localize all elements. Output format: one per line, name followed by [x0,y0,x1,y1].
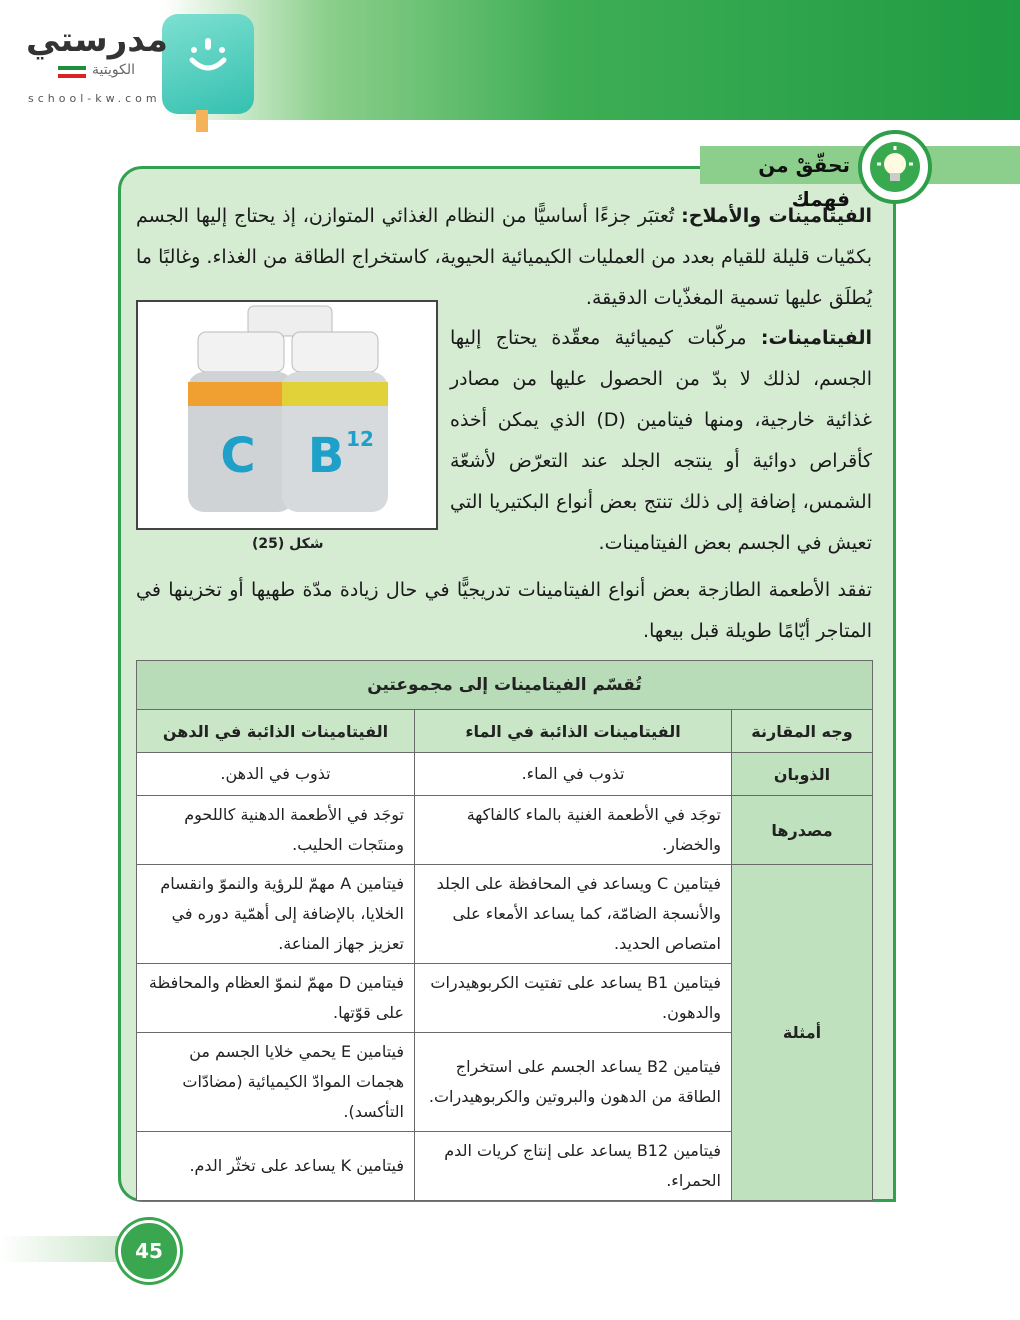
cell-example-fat-1: فيتامين A مهمّ للرؤية والنموّ وانقسام الخلايا، بالإضافة إلى أهمّية دوره في تعزيز جهاز المناعة. [137,865,415,964]
table-title: تُقسّم الفيتامينات إلى مجموعتين [137,661,873,710]
cell-example-water-1: فيتامين C ويساعد في المحافظة على الجلد والأنسجة الضامّة، كما يساعد الأمعاء على امتصاص الحديد. [415,865,732,964]
bulb-icon [870,142,920,192]
paragraph-vitamins [450,318,872,564]
cell-example-fat-3: فيتامين E يحمي خلايا الجسم من هجمات الموادّ الكيميائية (مضادّات التأكسد). [137,1033,415,1132]
smile-icon [186,36,230,76]
text-vitamins: مركّبات كيميائية معقّدة يحتاج إليها الجسم، لذلك لا بدّ من الحصول عليها من مصادر غذائية خارجية، ومنها فيتامين (D) الذي يمكن أخذه كأقراص دوائية أو ينتجه الجلد عند التعرّض لأشعّة الشمس، إضافة إلى ذلك تنتج بعض أنواع البكتيريا التي تعيش في الجسم بعض الفيتامينات. [450,327,872,554]
row-label-sources: مصدرها [732,796,873,865]
cell-sources-fat: توجَد في الأطعمة الدهنية كاللحوم ومنتَجات الحليب. [137,796,415,865]
bottles-image [138,302,436,528]
term-vitamins: الفيتامينات: [760,327,872,349]
logo-country: الكويتية [92,62,135,78]
text-vitamins-minerals: تُعتبَر جزءًا أساسيًّا من النظام الغذائي المتوازن، إذ يحتاج إليها الجسم بكمّيات قليلة للقيام بعدد من العمليات الكيميائية الحيوية، كاستخراج الطاقة من الغذاء. وغالبًا ما يُطلَق عليها تسمية المغذّيات الدقيقة. [136,205,872,309]
cell-example-water-4: فيتامين B12 يساعد على إنتاج كريات الدم الحمراء. [415,1132,732,1201]
term-vitamins-minerals: الفيتامينات والأملاح: [681,205,873,227]
header-fat-soluble: الفيتامينات الذائبة في الدهن [137,710,415,753]
cell-dissolve-water: تذوب في الماء. [415,753,732,796]
bottle-b12-label: B [307,428,345,484]
cell-dissolve-fat: تذوب في الدهن. [137,753,415,796]
cell-sources-water: توجَد في الأطعمة الغنية بالماء كالفاكهة والخضار. [415,796,732,865]
figure-vitamin-bottles [136,300,438,530]
row-label-dissolve: الذوبان [732,753,873,796]
paragraph-fresh-food [136,570,872,652]
logo-pencil [196,110,208,132]
text-fresh-food: تفقد الأطعمة الطازجة بعض أنواع الفيتامينات تدريجيًّا في حال زيادة مدّة طهيها أو تخزينها في المتاجر أيّامًا طويلة قبل بيعها. [136,579,872,642]
page-number: 45 [118,1220,180,1282]
bottle-b12-superscript: 12 [346,427,374,451]
cell-example-water-2: فيتامين B1 يساعد على تفتيت الكربوهيدرات والدهون. [415,964,732,1033]
cell-example-fat-4: فيتامين K يساعد على تخثّر الدم. [137,1132,415,1201]
row-label-examples: أمثلة [732,865,873,1201]
vitamins-table [136,660,873,1201]
kuwait-flag-icon [58,66,86,78]
header-water-soluble: الفيتامينات الذائبة في الماء [415,710,732,753]
section-title: تحقّقْ من فهمك [758,153,850,211]
cell-example-water-3: فيتامين B2 يساعد الجسم على استخراج الطاقة من الدهون والبروتين والكربوهيدرات. [415,1033,732,1132]
cell-example-fat-2: فيتامين D مهمّ لنموّ العظام والمحافظة على قوّتها. [137,964,415,1033]
figure-caption: شكل (25) [252,536,324,552]
header-comparison: وجه المقارنة [732,710,873,753]
bottle-c-label: C [220,428,256,484]
logo-name: مدرستي [26,20,168,60]
logo-url: school-kw.com [28,92,161,105]
